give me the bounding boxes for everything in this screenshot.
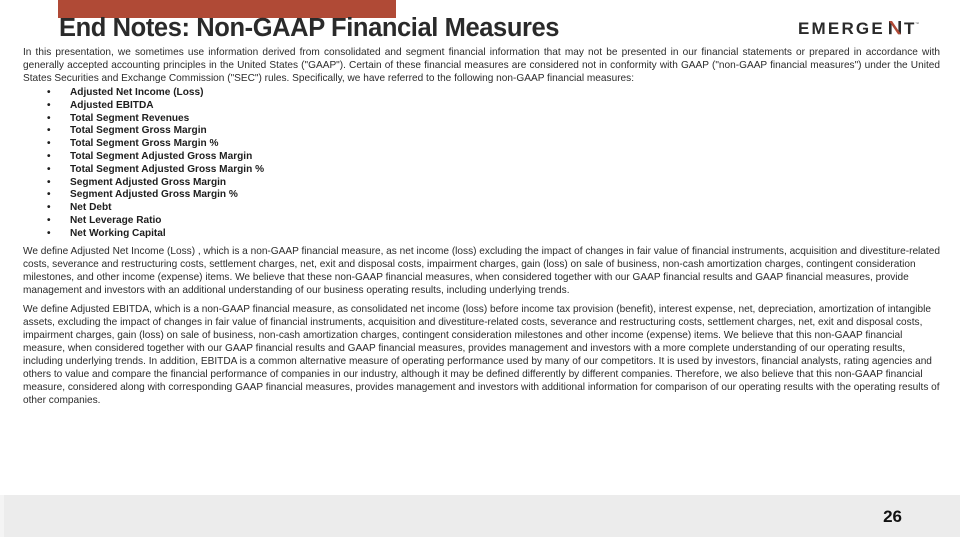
list-item: • Net Working Capital xyxy=(47,227,166,239)
svg-text:™: ™ xyxy=(915,21,919,26)
bullet-icon: • xyxy=(47,202,51,214)
list-item: • Adjusted EBITDA xyxy=(47,99,154,111)
list-item: • Total Segment Adjusted Gross Margin % xyxy=(47,163,265,175)
page-number: 26 xyxy=(883,507,902,526)
svg-text:EMERGE: EMERGE xyxy=(798,19,885,38)
bullet-icon: • xyxy=(47,150,51,162)
bullet-icon: • xyxy=(47,227,51,239)
emergent-logo xyxy=(798,18,920,38)
bullet-icon: • xyxy=(47,138,51,150)
bullet-icon: • xyxy=(47,125,51,137)
list-item: • Total Segment Revenues xyxy=(47,112,190,124)
content-body xyxy=(23,46,940,407)
intro-paragraph: In this presentation, we sometimes use information derived from consolidated and segment financial information that may not be presented in our financial statements or prepared in accordance with generally accepted accounting principles in the United States ("GAAP"). Certain of these financial measures are considered not in conformity with GAAP ("non-GAAP financial measures") under the United States Securities and Exchange Commission ("SEC") rules. Specifically, we have referred to the following non-GAAP financial measures: xyxy=(23,47,940,84)
list-item: • Total Segment Gross Margin % xyxy=(47,138,219,150)
page-title: End Notes: Non-GAAP Financial Measures xyxy=(59,14,560,42)
bullet-icon: • xyxy=(47,163,51,175)
bullet-icon: • xyxy=(47,112,51,124)
emergent-logo-icon xyxy=(798,18,920,38)
list-item: • Net Debt xyxy=(47,202,112,214)
bullet-icon: • xyxy=(47,99,51,111)
adjusted-ebitda-definition: We define Adjusted EBITDA, which is a non-GAAP financial measure, as consolidated net income (loss) before income tax provision (benefit), interest expense, net, depreciation, amortization of intangible assets, excluding the impact of changes in fair value of financial instruments, acquisition and divestiture-related costs, severance and restructuring costs, settlement charges, net, exit and disposal costs, impairment charges, gain (loss) on sale of business, non-cash amortization charges, contingent consideration milestones and other income (expense) items. We believe that this non-GAAP financial measure, when considered together with our GAAP financial results and GAAP financial measures, provides management and investors with a more complete understanding of our operating results, including underlying trends. In addition, EBITDA is a common alternative measure of operating performance used by many of our competitors. It is used by investors, financial analysts, rating agencies and others to value and compare the financial performance of companies in our industry, although it may be defined differently by different companies. Therefore, we also believe that this non-GAAP financial measure, considered along with corresponding GAAP financial measures, provides management and investors with additional information for comparison of our operating results with the operating results of other companies. xyxy=(23,303,940,406)
list-item: • Adjusted Net Income (Loss) xyxy=(47,87,204,98)
footer-bar xyxy=(0,495,960,537)
bullet-icon: • xyxy=(47,189,51,201)
list-item: • Total Segment Adjusted Gross Margin xyxy=(47,150,253,162)
adjusted-net-income-definition: We define Adjusted Net Income (Loss) , which is a non-GAAP financial measure, as net income (loss) excluding the impact of changes in fair value of financial instruments, acquisition and divestiture-related costs, severance and restructuring costs, settlement charges, net, exit and disposal costs, impairment charges, gain (loss) on sale of business, non-cash amortization charges, contingent consideration milestones, and other income (expense) items. We believe that these non-GAAP financial measures, when considered together with our GAAP financial results and GAAP financial measures, provide management and investors with an additional understanding of our business operating results, including underlying trends. xyxy=(23,245,940,296)
bullet-icon: • xyxy=(47,176,51,188)
list-item: • Total Segment Gross Margin xyxy=(47,125,207,137)
bullet-icon: • xyxy=(47,214,51,226)
list-item: • Segment Adjusted Gross Margin xyxy=(47,176,227,188)
svg-text:T: T xyxy=(904,19,915,38)
bullet-icon: • xyxy=(47,87,51,98)
list-item: • Net Leverage Ratio xyxy=(47,214,162,226)
non-gaap-measures-list xyxy=(23,87,940,241)
list-item: • Segment Adjusted Gross Margin % xyxy=(47,189,238,201)
